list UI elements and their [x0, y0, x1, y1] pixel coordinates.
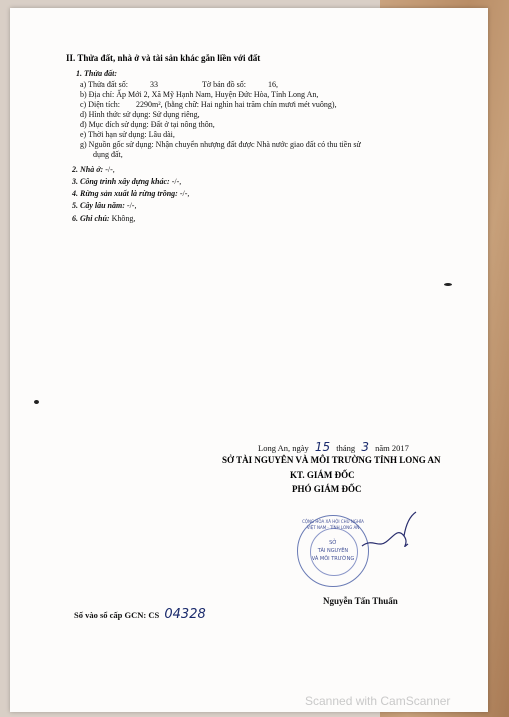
seal-line-3: VÀ MÔI TRƯỜNG [311, 556, 355, 562]
item-house-label: 2. Nhà ở: [72, 165, 104, 174]
registry-line [74, 607, 206, 622]
address-label: b) Địa chỉ: [80, 90, 115, 99]
address-value: Ấp Mới 2, Xã Mỹ Hạnh Nam, Huyện Đức Hòa, Tỉnh Long An, [116, 90, 319, 99]
term-value: Lâu dài, [148, 130, 175, 139]
origin-value-continued: dụng đất, [93, 150, 123, 159]
signer-name: Nguyễn Tấn Thuấn [323, 596, 398, 606]
section-title: II. Thửa đất, nhà ở và tài sản khác gắn liền với đất [66, 53, 261, 63]
issuing-org: SỞ TÀI NGUYÊN VÀ MÔI TRƯỜNG TỈNH LONG AN [222, 455, 441, 465]
item-construction-value: -/-, [171, 177, 182, 186]
seal-line-1: SỞ [329, 540, 337, 546]
official-seal [297, 515, 369, 587]
use-form-label: d) Hình thức sử dụng: [80, 110, 151, 119]
map-sheet-label: Tờ bản đồ số: [201, 80, 246, 89]
speck-mark [444, 283, 452, 286]
item-construction [72, 177, 181, 187]
date-prefix: Long An, ngày [258, 443, 309, 453]
item-construction-label: 3. Công trình xây dựng khác: [72, 177, 170, 186]
item-perennial-value: -/-, [126, 201, 137, 210]
item-house-value: -/-, [105, 165, 115, 174]
parcel-number-label: a) Thửa đất số: [80, 80, 128, 89]
use-form-value: Sử dụng riêng, [152, 110, 200, 119]
parcel-number-value: 33 [149, 80, 158, 89]
land-area-row [80, 100, 337, 110]
year-label: năm 2017 [375, 443, 409, 453]
date-month: 3 [361, 440, 369, 454]
item-perennial [72, 201, 136, 211]
origin-label: g) Nguồn gốc sử dụng: [80, 140, 154, 149]
item-note-value: Không, [111, 214, 136, 223]
area-label: c) Diện tích: [80, 100, 120, 109]
handwritten-signature [360, 508, 420, 558]
item-note-label: 6. Ghi chú: [72, 214, 110, 223]
item-perennial-label: 5. Cây lâu năm: [72, 201, 125, 210]
map-sheet-value: 16, [267, 80, 278, 89]
item-forest-value: -/-, [179, 189, 190, 198]
seal-ring-text: CỘNG HÒA XÃ HỘI CHỦ NGHĨA VIỆT NAM · TỈNH LONG AN [302, 519, 364, 530]
land-purpose-row [80, 120, 215, 130]
origin-value: Nhận chuyển nhượng đất được Nhà nước giao đất có thu tiền sử [155, 140, 361, 149]
item-house [72, 165, 115, 175]
document-page [10, 8, 488, 712]
registry-label: Số vào sổ cấp GCN: CS [74, 610, 160, 620]
purpose-label: đ) Mục đích sử dụng: [80, 120, 149, 129]
speck-mark [34, 400, 39, 404]
title-deputy-director: KT. GIÁM ĐỐC [290, 470, 355, 480]
land-term-row [80, 130, 175, 140]
land-heading: 1. Thửa đất: [76, 69, 118, 78]
term-label: e) Thời hạn sử dụng: [80, 130, 147, 139]
scanner-watermark: Scanned with CamScanner [305, 694, 451, 708]
land-origin-row [80, 140, 361, 150]
registry-number: 04328 [164, 607, 206, 622]
land-address-row [80, 90, 318, 100]
month-label: tháng [336, 443, 356, 453]
date-day: 15 [314, 440, 331, 454]
item-forest [72, 189, 189, 199]
date-line [258, 442, 409, 453]
land-parcel-row [80, 80, 278, 90]
title-vice-director: PHÓ GIÁM ĐỐC [292, 484, 362, 494]
area-value: 2290m², (bằng chữ: Hai nghìn hai trăm chín mươi mét vuông), [135, 100, 337, 109]
seal-line-2: TÀI NGUYÊN [317, 548, 349, 554]
purpose-value: Đất ở tại nông thôn, [150, 120, 215, 129]
item-note [72, 214, 135, 224]
item-forest-label: 4. Rừng sản xuất là rừng trồng: [72, 189, 178, 198]
land-use-form-row [80, 110, 200, 120]
